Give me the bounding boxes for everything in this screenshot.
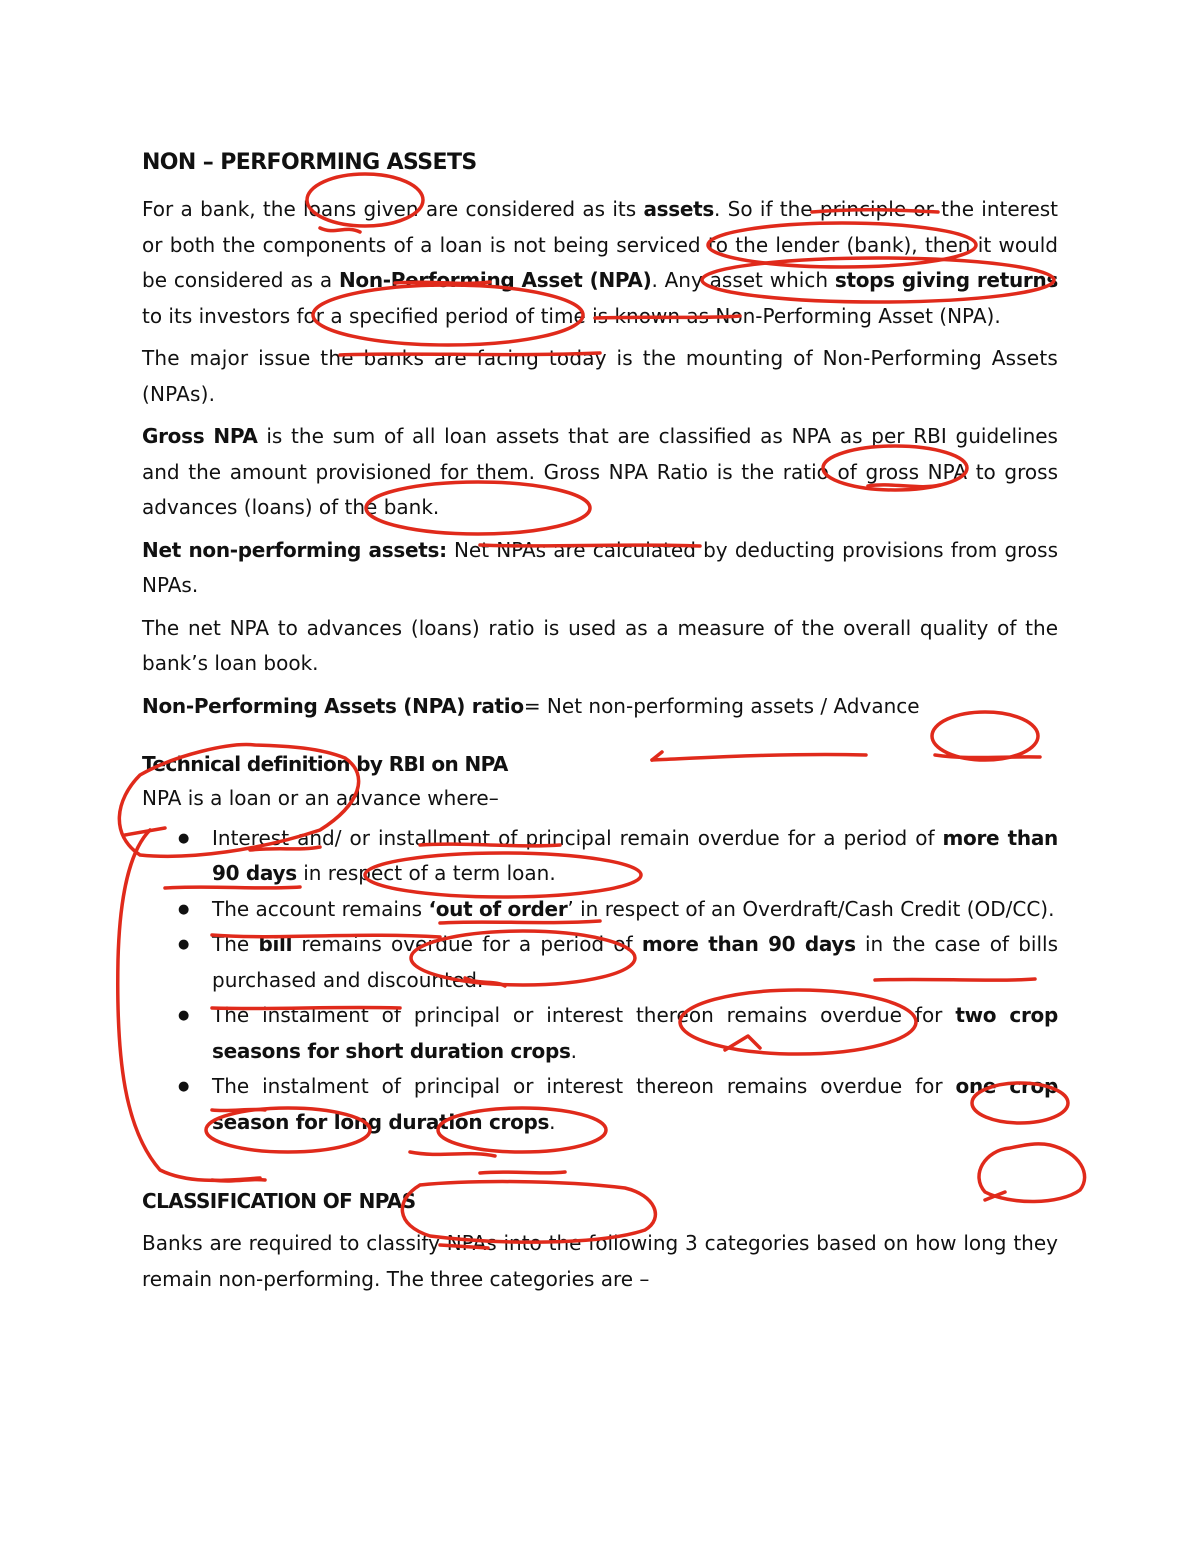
paragraph-npa-ratio-formula: Non-Performing Assets (NPA) ratio= Net non-performing assets / Advance xyxy=(142,693,920,718)
document-content xyxy=(142,146,1058,1304)
paragraph-npa-intro: For a bank, the loans given are considered as its assets. So if the principle or the interest or both the components of a loan is not being serviced to the lender (bank), then it would be considered as a Non-Performing Asset (NPA). Any asset which stops giving returns to its investors for a specified period of time is known as Non-Performing Asset (NPA). xyxy=(142,197,1059,328)
paragraph-major-issue: The major issue the banks are facing today is the mounting of Non-Performing Assets (NPAs). xyxy=(142,346,1058,406)
list-item: ● The instalment of principal or interest thereon remains overdue for two crop seasons for short duration crops. xyxy=(212,998,1058,1069)
npa-criteria-list xyxy=(142,821,1058,1141)
paragraph-net-npa-ratio: The net NPA to advances (loans) ratio is used as a measure of the overall quality of the bank’s loan book. xyxy=(142,615,1058,675)
list-item: ● Interest and/ or installment of principal remain overdue for a period of more than 90 days in respect of a term loan. xyxy=(212,821,1058,892)
paragraph-gross-npa: Gross NPA is the sum of all loan assets that are classified as NPA as per RBI guidelines and the amount provisioned for them. Gross NPA Ratio is the ratio of gross NPA to gross advances (loans) of the bank. xyxy=(142,424,1058,519)
section-heading-technical-definition: Technical definition by RBI on NPA xyxy=(142,752,508,776)
list-item: ● The bill remains overdue for a period of more than 90 days in the case of bills purchased and discounted. xyxy=(212,927,1058,998)
paragraph-classification-intro: Banks are required to classify NPAs into the following 3 categories based on how long they remain non-performing. The three categories are – xyxy=(142,1231,1058,1291)
list-item: ● The instalment of principal or interest thereon remains overdue for one crop season for long duration crops. xyxy=(212,1069,1058,1140)
paragraph-net-npa: Net non-performing assets: Net NPAs are calculated by deducting provisions from gross NPAs. xyxy=(142,537,1058,597)
spacer xyxy=(142,1140,1058,1184)
list-item: ● The account remains ‘out of order’ in respect of an Overdraft/Cash Credit (OD/CC). xyxy=(212,892,1058,928)
paragraph-npa-definition-intro: NPA is a loan or an advance where– xyxy=(142,786,499,810)
spacer xyxy=(142,731,1058,747)
section-heading-classification: CLASSIFICATION OF NPAS xyxy=(142,1189,416,1213)
page-title: NON – PERFORMING ASSETS xyxy=(142,150,477,175)
